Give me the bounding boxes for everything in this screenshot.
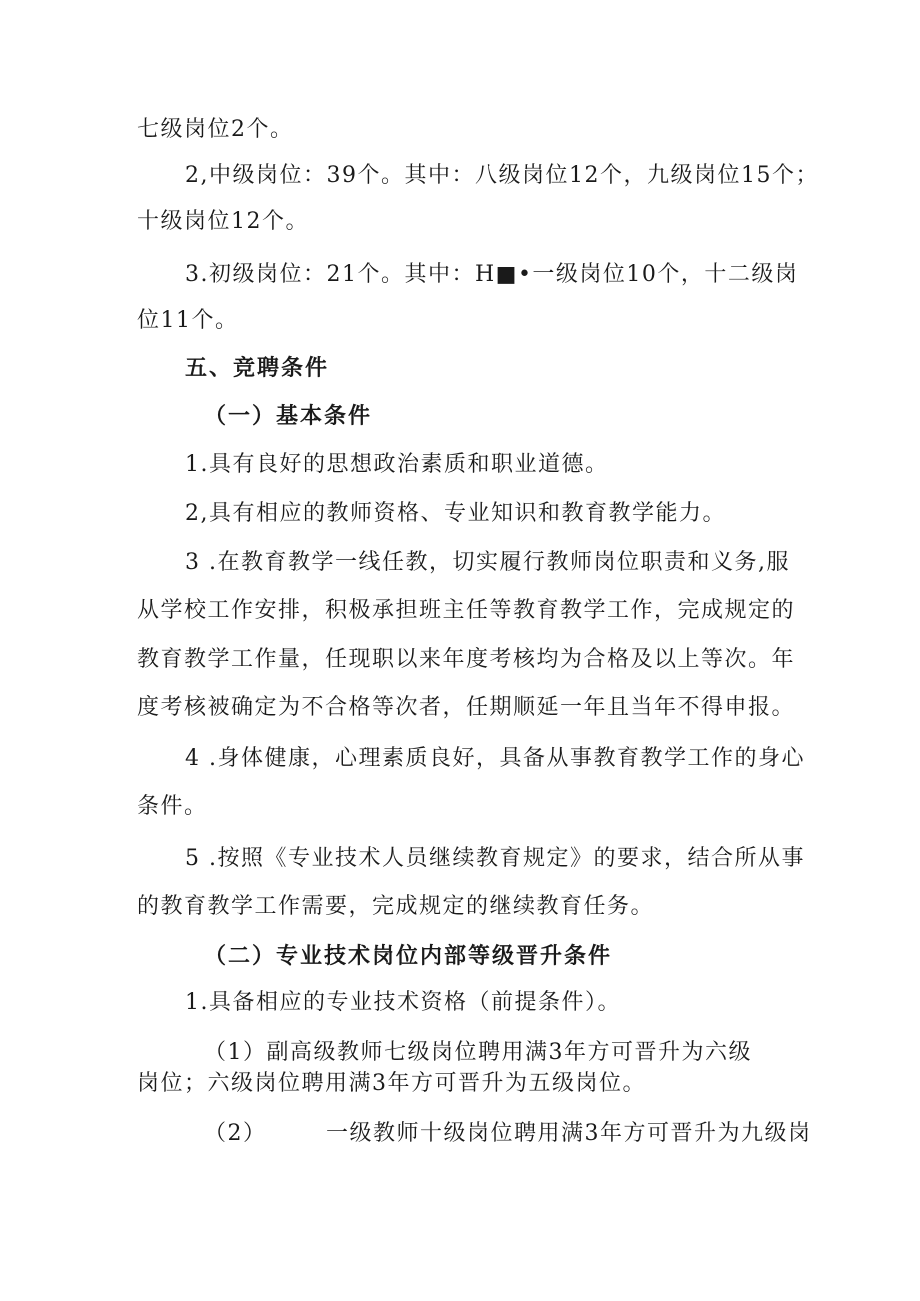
text-line: 4 .身体健康，心理素质良好，具备从事教育教学工作的身心 xyxy=(185,746,805,771)
text-line: （1）副高级教师七级岗位聘用满3年方可晋升为六级 xyxy=(204,1040,752,1065)
text-line: 2,具有相应的教师资格、专业知识和教育教学能力。 xyxy=(185,501,726,526)
text-line: 岗位；六级岗位聘用满3年方可晋升为五级岗位。 xyxy=(137,1071,646,1096)
text-line: 3.初级岗位：21个。其中：H■•一级岗位10个，十二级岗 xyxy=(185,262,799,287)
text-line: （2） 一级教师十级岗位聘用满3年方可晋升为九级岗 xyxy=(204,1121,812,1146)
text-line: 从学校工作安排，积极承担班主任等教育教学工作，完成规定的 xyxy=(137,598,796,623)
text-line: 1.具有良好的思想政治素质和职业道德。 xyxy=(185,452,609,477)
section-heading: 五、竞聘条件 xyxy=(185,355,330,381)
text-line: 十级岗位12个。 xyxy=(137,209,309,234)
subsection-heading: （二）专业技术岗位内部等级晋升条件 xyxy=(204,943,613,969)
text-line: 七级岗位2个。 xyxy=(137,117,294,142)
text-line: 位11个。 xyxy=(137,308,239,333)
text-line: 教育教学工作量，任现职以来年度考核均为合格及以上等次。年 xyxy=(137,647,796,672)
text-line: 1.具备相应的专业技术资格（前提条件）。 xyxy=(185,990,621,1015)
text-line: 3 .在教育教学一线任教，切实履行教师岗位职责和义务,服 xyxy=(185,550,790,575)
text-line: 度考核被确定为不合格等次者，任期顺延一年且当年不得申报。 xyxy=(137,695,796,720)
text-line: 的教育教学工作需要，完成规定的继续教育任务。 xyxy=(137,894,655,919)
text-line: 2,中级岗位：39个。其中：八级岗位12个，九级岗位15个； xyxy=(185,163,819,188)
subsection-heading: （一）基本条件 xyxy=(204,403,373,429)
text-line: 条件。 xyxy=(137,794,208,819)
text-line: 5 .按照《专业技术人员继续教育规定》的要求，结合所从事 xyxy=(185,846,805,871)
